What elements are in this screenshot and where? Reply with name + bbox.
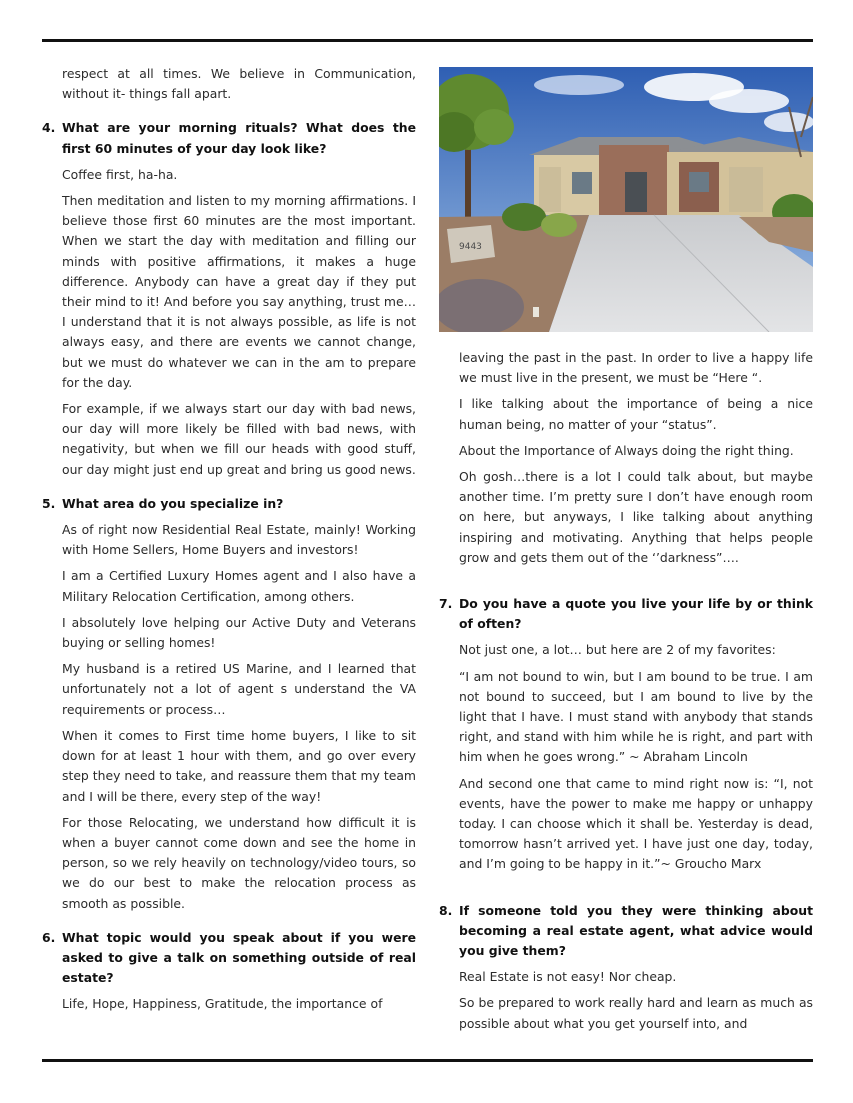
answer-paragraph: So be prepared to work really hard and learn as much as possible about what you get yourself into, and [459, 995, 813, 1031]
question-number: 6. [42, 929, 56, 945]
question-text: If someone told you they were thinking about becoming a real estate agent, what advice would you give them? [459, 902, 813, 959]
answer-paragraph: I absolutely love helping our Active Duty and Veterans buying or selling homes! [62, 614, 416, 651]
top-rule [42, 39, 813, 42]
right-column [439, 348, 813, 1040]
question-8 [439, 901, 813, 962]
answer-paragraph: Coffee first, ha-ha. [62, 166, 178, 182]
question-7 [439, 594, 813, 634]
answer-paragraph: For example, if we always start our day with bad news, our day will more likely be filled with bad news, with negativity, but when we fill our heads with good stuff, our day might just end up great and bring us good news. [62, 401, 416, 477]
answer-paragraph: When it comes to First time home buyers, I like to sit down for at least 1 hour with them, and go over every step they need to take, and reassure them that my team and I will be there, every step of the way! [62, 727, 416, 804]
question-number: 5. [42, 495, 56, 511]
question-text: What topic would you speak about if you were asked to give a talk on something outside of real estate? [62, 929, 416, 986]
address-sign-text: 9443 [459, 242, 482, 252]
intro-paragraph: respect at all times. We believe in Communication, without it- things fall apart. [62, 66, 416, 102]
answer-paragraph: Oh gosh…there is a lot I could talk about, but maybe another time. I’m pretty sure I don’t have enough room on here, but anyways, I like talking about anything inspiring and motivating. Anything that helps people grow and gets them out of the ‘’darkness”…. [459, 469, 813, 565]
question-text: What area do you specialize in? [62, 495, 284, 511]
question-5 [42, 494, 416, 514]
question-6 [42, 928, 416, 989]
answer-paragraph: For those Relocating, we understand how difficult it is when a buyer cannot come down and see the home in person, so we rely heavily on technology/video tours, so we do our best to make the relocation process as smooth as possible. [62, 814, 416, 911]
question-4 [42, 118, 416, 158]
house-photo-illustration [439, 67, 813, 332]
answer-paragraph: And second one that came to mind right now is: “I, not events, have the power to make me happy or unhappy today. I can choose which it shall be. Yesterday is dead, tomorrow hasn’t arrived yet. I have just one day, today, and I’m going to be happy in it.”~ Groucho Marx [459, 775, 813, 872]
answer-paragraph: “I am not bound to win, but I am bound to be true. I am not bound to succeed, but I am bound to live by the light that I have. I must stand with anybody that stands right, and stand with him while he is right, and part with him when he goes wrong.” ~ Abraham Lincoln [459, 668, 813, 765]
answer-paragraph: Not just one, a lot… but here are 2 of my favorites: [459, 642, 776, 658]
answer-paragraph: I like talking about the importance of being a nice human being, no matter of your “status”. [459, 396, 813, 432]
answer-paragraph: I am a Certified Luxury Homes agent and I also have a Military Relocation Certification, among others. [62, 568, 416, 604]
question-number: 8. [439, 902, 453, 918]
answer-paragraph: My husband is a retired US Marine, and I learned that unfortunately not a lot of agent s understand the VA requirements or process… [62, 661, 416, 717]
question-text: What are your morning rituals? What does the first 60 minutes of your day look like? [62, 120, 416, 156]
answer-paragraph: Life, Hope, Happiness, Gratitude, the importance of [62, 996, 383, 1012]
bottom-rule [42, 1059, 813, 1062]
answer-paragraph: About the Importance of Always doing the right thing. [459, 442, 794, 458]
answer-paragraph: Then meditation and listen to my morning affirmations. I believe those first 60 minutes are the most important. When we start the day with meditation and filling our minds with positive affirmations, it makes a huge difference. Anybody can have a great day if they put their mind to it! And before you say anything, trust me… I understand that it is not always possible, as life is not always easy, and there are events we cannot change, but we must do whatever we can in the am to prepare for the day. [62, 193, 416, 390]
question-number: 4. [42, 120, 56, 136]
answer-paragraph: As of right now Residential Real Estate, mainly! Working with Home Sellers, Home Buyers and investors! [62, 522, 416, 558]
answer-paragraph: Real Estate is not easy! Nor cheap. [459, 969, 677, 985]
left-column [42, 64, 416, 1021]
question-text: Do you have a quote you live your life by or think of often? [459, 596, 813, 632]
answer-paragraph: leaving the past in the past. In order to live a happy life we must live in the present, we must be “Here “. [459, 350, 813, 386]
house-photo [439, 67, 813, 332]
question-number: 7. [439, 596, 453, 612]
